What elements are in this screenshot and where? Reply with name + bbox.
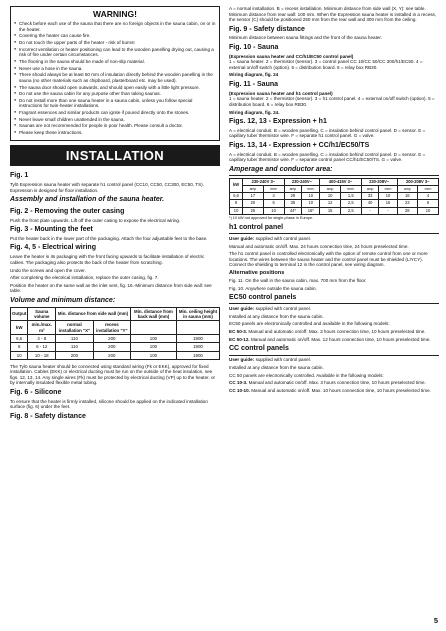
fig11-wiring: Wiring diagram, fig. 24.: [229, 109, 280, 115]
fig9-text: Minimum distance between sauna fittings and the front of the sauna heater.: [229, 35, 382, 41]
warning-list: [14, 21, 216, 135]
cc-text: CC 50 panels are electronically controlled. Available in the following models:: [229, 372, 384, 378]
col-output: Output: [11, 307, 28, 321]
table-row: 6,6 17 4 29 10 10 1,5 33 10 18 4: [230, 192, 439, 200]
table-row: 8 20 6 35 10 12 2,5 40 16 23 6: [230, 200, 439, 208]
amp-col-header: 400-415V 3~: [320, 178, 361, 186]
table-row: 6,6 4 - 8 110 200 100 1900: [11, 334, 220, 342]
fig10-heading: Fig. 10 - Sauna: [229, 43, 279, 51]
warning-box: [10, 6, 220, 141]
fig11-heading: Fig. 11 - Sauna: [229, 80, 279, 88]
h1-guide-label: User guide:: [229, 235, 255, 241]
ec50-text: Installed at any distance from the sauna cabin.: [229, 313, 324, 319]
sub-recess: recess installation "Y": [93, 321, 130, 335]
h1-guide-text: supplied with control panel.: [255, 235, 311, 241]
table-row: 10 10 - 18 200 200 100 1900: [11, 351, 220, 359]
fig10-wiring: Wiring diagram, fig. 24: [229, 72, 279, 78]
warning-item: ● Covering the heater can cause fire.: [14, 33, 216, 39]
page-number: 5: [433, 616, 438, 625]
alt-positions-text: Fig. 10. Anywhere outside the sauna cabin.: [229, 285, 317, 291]
fig1213-text: A = electrical conduit. B = wooden panelling. C = insulation behind control panel. D = sensor. E = capillary tube/ thermistor wire. F = separate h1 control panel. G = valve.: [229, 127, 426, 139]
cc-text: Installed at any distance from the sauna cabin.: [229, 364, 324, 370]
ec503-text: Manual and automatic on/off. Max. 3 hours connection time, 10 hours preselected time.: [248, 329, 426, 335]
amp-col-header: 230-240V 3~: [243, 178, 284, 186]
ec50-guide-text: supplied with control panel.: [255, 305, 311, 311]
cc103-label: CC 10-3.: [229, 380, 248, 386]
installation-note: A = normal installation. B = recess installation. Minimum distance from side wall (X, Y): see table. Minimum distance from rear wall: 100 mm. When the Expression sauna heater is installed in a recess, the sensor (C) should be positioned 250 mm from the rear wall and 300 mm from the ceiling.: [229, 6, 437, 22]
fig2-heading: Fig. 2 - Removing the outer casing: [10, 207, 125, 215]
warning-item: ● The sauna door should open outwards, and should open easily with a little light pressure.: [14, 85, 216, 91]
fig1314-heading: Figs. 13, 14 - Expression + CC/h1/EC50/TS: [229, 141, 370, 149]
table-row: 10 25 10 44* 16* 15 2,5 - - 28 10: [230, 207, 439, 215]
cc-heading: CC control panels: [229, 345, 439, 355]
right-column: [229, 6, 439, 396]
fig10-text: 1 = sauna heater. 2 = thermistor (sensor). 3 = control panel CC 10/CC 50/CC 300/h1/EC50. 4 = external on/off switch (option). 5 = distribution board. 6 = relay box RB30.: [229, 59, 423, 70]
ec50-heading: EC50 control panels: [229, 294, 439, 304]
fig6-heading: Fig. 6 - Silicone: [10, 388, 62, 396]
warning-item: ● Fragrant essences and similar products can ignite if poured directly onto the stones.: [14, 110, 216, 116]
fig1-text: Tylö Expression sauna heater with separate h1 control panel (CC10, CC50, CC300, EC50, TS). Expression is designed for floor installation.: [10, 182, 204, 193]
fig45-text: After completing the electrical installation, replace the outer casing, fig. 7.: [10, 275, 159, 281]
fig1213-heading: Figs. 12, 13 - Expression + h1: [229, 118, 327, 126]
alt-positions-heading: Alternative positions: [229, 270, 285, 277]
warning-item: ● Never use a hose in the sauna.: [14, 66, 216, 72]
col-min-side: Min. distance from side wall (mm): [56, 307, 131, 321]
warning-item: ● Do not install more than one sauna heater in a sauna cabin, unless you follow special instructions for twin-heater installations.: [14, 98, 216, 109]
warning-item: ● Never leave small children unattended in the sauna.: [14, 117, 216, 123]
warning-item: ● Incorrect ventilation or heater positioning can lead to the wooden panelling drying out, causing a risk of fire under certain circumstances.: [14, 47, 216, 58]
amp-col-kw: kW: [230, 178, 243, 192]
fig1-heading: Fig. 1: [10, 172, 29, 180]
installation-banner: INSTALLATION: [10, 145, 220, 167]
amp-col-header: 230-240V~: [284, 178, 320, 186]
amperage-footnote: *) 10 kW not approved for single-phase in Europe.: [229, 216, 314, 221]
alt-positions-text: Fig. 11. On the wall in the sauna cabin, max. 700 mm from the floor.: [229, 277, 367, 283]
volume-heading: Volume and minimum distance:: [10, 296, 116, 304]
amp-col-header: 230-208V~: [361, 178, 397, 186]
cc-guide-text: supplied with control panel.: [255, 357, 311, 363]
fig11-text: 1 = sauna heater. 2 = thermistor (sensor). 3 = h1 control panel. 4 = external on/off switch (option). 5 = distribution board. 6 = relay box RB30.: [229, 96, 435, 107]
h1-heading: h1 control panel: [229, 224, 439, 234]
fig45-text: Leave the heater in its packaging with the front facing upwards to facilitate installation of electric cables. The packaging also protects the back of the heater from scratching.: [10, 254, 205, 265]
col-min-back: Min. distance from back wall (mm): [130, 307, 176, 321]
left-column: [10, 6, 220, 423]
fig2-text: Push the front plate upwards. Lift off the outer casing to expose the electrical wiring.: [10, 217, 181, 223]
sub-kw: kW: [11, 321, 28, 335]
fig11-subtitle: (Expression sauna heater and h1 control panel): [229, 90, 333, 96]
h1-text: The h1 control panel is controlled electronically with the option of remote control from one or more locations. The wires between the sauna heater and the control panel must be shielded (LIYCY). Connect the shielding to terminal 12 in the control panel, see wiring diagram.: [229, 251, 428, 268]
ec50-text: EC50 panels are electronically controlled and available in the following models:: [229, 321, 390, 327]
fig45-text: Undo the screws and open the cover.: [10, 267, 86, 273]
warning-title: WARNING!: [93, 9, 137, 19]
ec5012-label: EC 50-12.: [229, 336, 250, 342]
amperage-table: kW 230-240V 3~ 230-240V~ 400-415V 3~ 230-208V~ 200-208V 3~ amp mm² amp mm² amp mm² amp mm² amp mm² 6,6 17 4 29 10 10 1,5 33 10 18 4 8 20 6 35 10 12 2,5 40 16 23 6 10 25 10 44* 16* 15 2,5 - - 28 10: [229, 178, 439, 216]
fig10-subtitle: (Expression sauna heater and CC/h1/EC50 control panel): [229, 53, 354, 59]
fig1314-text: A = electrical conduit. B = wooden panelling. C = insulation behind control panel. D = sensor. E = capillary tube/ thermistor wire. F = separate control panel CC/h1/EC50/TS. G = valve.: [229, 151, 426, 163]
fig45-text: Position the heater on the same wall as the inlet vent, fig. 16.-Minimum distance from side wall: see table.: [10, 282, 212, 294]
fig6-text: To ensure that the heater is firmly installed, silicone should be applied on the indicated installation surface (fig. 6) under the feet.: [10, 398, 208, 410]
warning-item: ● Saunas are not recommended for people in poor health. Please consult a doctor.: [14, 123, 216, 129]
warning-item: ● Do not touch the upper parts of the heater - risk of burns!: [14, 40, 216, 46]
assembly-heading: Assembly and installation of the sauna heater.: [10, 196, 165, 204]
amperage-heading: Amperage and conductor area:: [229, 166, 439, 176]
ec503-label: EC 50-3.: [229, 329, 248, 335]
cc1010-label: CC 10-10.: [229, 387, 250, 393]
fig45-heading: Fig. 4, 5 - Electrical wiring: [10, 244, 96, 252]
fig3-heading: Fig. 3 - Mounting the feet: [10, 226, 93, 234]
fig9-heading: Fig. 9 - Safety distance: [229, 25, 305, 33]
warning-item: ● There should always be at least 50 mm of insulation directly behind the wooden panelling in the sauna (no other materials such as chipboard, plasterboard etc. may be used).: [14, 72, 216, 83]
warning-item: ● Please keep these instructions.: [14, 130, 216, 136]
cc103-text: Manual and automatic on/off. Max. 3 hours connection time, 10 hours preselected time.: [248, 380, 426, 386]
warning-item: ● Do not use the sauna cabin for any purpose other than taking saunas.: [14, 91, 216, 97]
amp-col-header: 200-208V 3~: [397, 178, 438, 186]
warning-item: ● Check before each use of the sauna that there are no foreign objects in the sauna cabin, on or in the heater.: [14, 21, 216, 32]
warning-item: ● The flooring in the sauna should be made of non-slip material.: [14, 59, 216, 65]
col-sauna-volume: Sauna volume: [28, 307, 56, 321]
table-row: 8 6 - 12 110 200 100 1900: [11, 343, 220, 351]
fig8-heading: Fig. 8 - Safety distance: [10, 412, 86, 420]
cc-guide-label: User guide:: [229, 357, 255, 363]
cc1010-text: Manual and automatic on/off. Max. 10 hours connection time, 10 hours preselected time.: [251, 387, 431, 393]
h1-text: Manual and automatic on/off. Max. 24 hours connection time, 24 hours preselected time.: [229, 243, 409, 249]
ec5012-text: Manual and automatic on/off. Max. 12 hours connection time, 10 hours preselected time.: [250, 336, 431, 342]
col-ceiling: Min. ceiling height in sauna (mm): [176, 307, 219, 321]
sub-volume: min./max. m³: [28, 321, 56, 335]
sub-normal: normal installation "X": [56, 321, 94, 335]
ec50-guide-label: User guide:: [229, 305, 255, 311]
volume-table: [10, 307, 220, 360]
wiring-text: The Tylö sauna heater should be connected using standard wiring (Fk or EKK), approved for fixed installation. Cables (EKK) or electrical ducting must be run on the outside of the heat insulation, see figs. 12, 13, 14. Any single wires (Fk) must be protected by electrical ducting (VP) up to the heater, or by internally insulated flexible metal tubing.: [10, 363, 216, 386]
fig3-text: Put the heater back in the lower part of the packaging. Attach the four adjustable feet to the base.: [10, 235, 208, 241]
